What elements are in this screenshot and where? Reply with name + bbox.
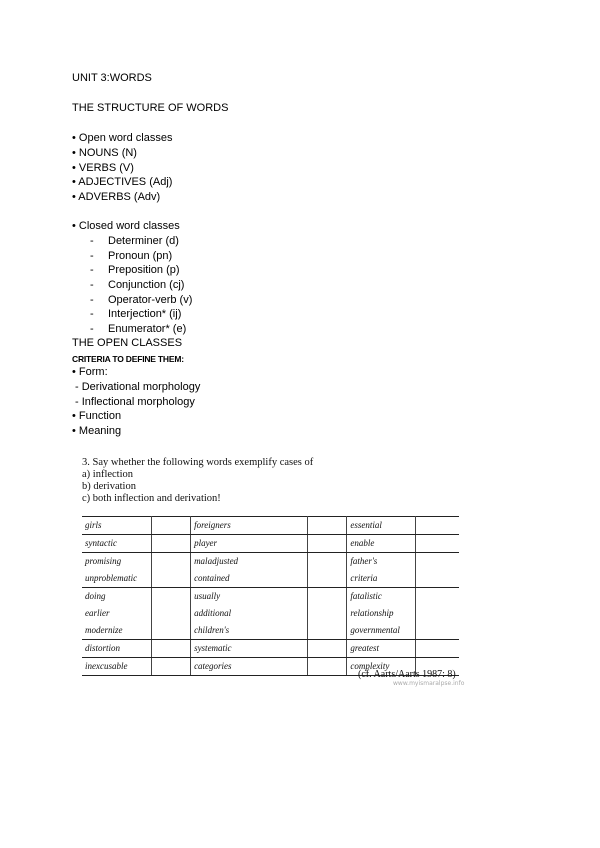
table-row — [82, 640, 459, 658]
closed-class-item: Conjunction (cj) — [108, 279, 185, 291]
dash-bullet: - — [90, 279, 94, 291]
dash-bullet: - — [90, 323, 94, 335]
table-cell: greatest — [347, 640, 416, 658]
table-cell: maladjusted — [191, 553, 308, 571]
answer-cell — [416, 588, 459, 606]
answer-cell — [307, 622, 346, 640]
table-cell: earlier — [82, 605, 151, 622]
answer-cell — [416, 517, 459, 535]
open-class-item: • NOUNS (N) — [72, 147, 137, 159]
dash-bullet: - — [90, 308, 94, 320]
answer-cell — [307, 658, 346, 676]
table-cell: unproblematic — [82, 570, 151, 588]
answer-cell — [416, 535, 459, 553]
answer-cell — [307, 553, 346, 571]
closed-class-item: Determiner (d) — [108, 235, 179, 247]
answer-cell — [307, 605, 346, 622]
table-cell: player — [191, 535, 308, 553]
inflectional-item: - Inflectional morphology — [75, 396, 195, 408]
table-cell: modernize — [82, 622, 151, 640]
closed-class-item: Enumerator* (e) — [108, 323, 187, 335]
open-class-item: • ADVERBS (Adv) — [72, 191, 161, 203]
table-row — [82, 553, 459, 571]
dash-bullet: - — [90, 264, 94, 276]
table-cell: categories — [191, 658, 308, 676]
table-cell: criteria — [347, 570, 416, 588]
table-row — [82, 570, 459, 588]
answer-cell — [307, 588, 346, 606]
answer-cell — [151, 622, 190, 640]
function-item: • Function — [72, 410, 122, 422]
table-cell: inexcusable — [82, 658, 151, 676]
meaning-item: • Meaning — [72, 425, 122, 437]
unit-title: UNIT 3:WORDS — [72, 72, 152, 84]
table-cell: usually — [191, 588, 308, 606]
table-cell: children's — [191, 622, 308, 640]
answer-cell — [307, 535, 346, 553]
table-cell: foreigners — [191, 517, 308, 535]
exercise-option-b: b) derivation — [82, 481, 136, 492]
table-cell: father's — [347, 553, 416, 571]
answer-cell — [416, 640, 459, 658]
open-classes-heading: THE OPEN CLASSES — [72, 337, 183, 349]
table-cell: doing — [82, 588, 151, 606]
open-class-item: • VERBS (V) — [72, 162, 134, 174]
closed-class-item: Operator-verb (v) — [108, 294, 193, 306]
answer-cell — [416, 570, 459, 588]
answer-cell — [307, 570, 346, 588]
answer-cell — [416, 605, 459, 622]
table-cell: girls — [82, 517, 151, 535]
section-title: THE STRUCTURE OF WORDS — [72, 102, 229, 114]
exercise-option-a: a) inflection — [82, 469, 134, 480]
word-table — [82, 516, 459, 676]
answer-cell — [151, 588, 190, 606]
answer-cell — [307, 517, 346, 535]
answer-cell — [151, 605, 190, 622]
answer-cell — [151, 553, 190, 571]
dash-bullet: - — [90, 250, 94, 262]
table-cell: distortion — [82, 640, 151, 658]
table-cell: complexity — [347, 658, 416, 676]
table-cell: essential — [347, 517, 416, 535]
exercise-option-c: c) both inflection and derivation! — [82, 493, 221, 504]
exercise-instruction: 3. Say whether the following words exemplify cases of — [82, 457, 314, 468]
table-row — [82, 535, 459, 553]
answer-cell — [416, 622, 459, 640]
answer-cell — [151, 658, 190, 676]
closed-class-item: Pronoun (pn) — [108, 250, 173, 262]
table-cell: contained — [191, 570, 308, 588]
table-cell: relationship — [347, 605, 416, 622]
answer-cell — [151, 640, 190, 658]
closed-class-item: Preposition (p) — [108, 264, 180, 276]
table-row — [82, 517, 459, 535]
criteria-heading: CRITERIA TO DEFINE THEM: — [72, 354, 184, 364]
table-row — [82, 605, 459, 622]
table-cell: fatalistic — [347, 588, 416, 606]
table-cell: promising — [82, 553, 151, 571]
answer-cell — [151, 535, 190, 553]
open-word-classes-heading: • Open word classes — [72, 132, 173, 144]
citation: (cf. Aarts/Aarts 1987: 8) — [358, 669, 456, 680]
answer-cell — [416, 553, 459, 571]
derivational-item: - Derivational morphology — [75, 381, 201, 393]
answer-cell — [151, 517, 190, 535]
answer-cell — [307, 640, 346, 658]
table-cell: governmental — [347, 622, 416, 640]
answer-cell — [151, 570, 190, 588]
table-cell: systematic — [191, 640, 308, 658]
watermark: www.myismaralpse.info — [393, 680, 465, 687]
table-cell: additional — [191, 605, 308, 622]
table-cell: syntactic — [82, 535, 151, 553]
open-class-item: • ADJECTIVES (Adj) — [72, 176, 173, 188]
form-item: • Form: — [72, 366, 108, 378]
closed-class-item: Interjection* (ij) — [108, 308, 182, 320]
dash-bullet: - — [90, 294, 94, 306]
table-cell: enable — [347, 535, 416, 553]
closed-word-classes-heading: • Closed word classes — [72, 220, 180, 232]
table-row — [82, 622, 459, 640]
dash-bullet: - — [90, 235, 94, 247]
table-row — [82, 588, 459, 606]
